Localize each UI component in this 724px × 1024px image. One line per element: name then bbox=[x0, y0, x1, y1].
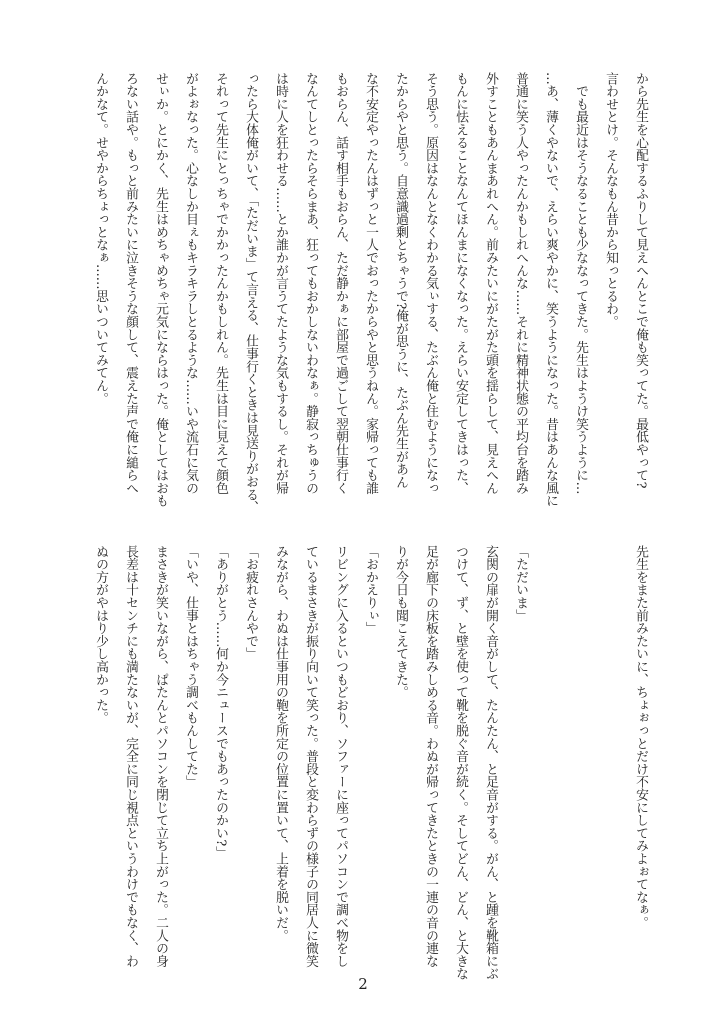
text-line: 「ただいま」 bbox=[513, 545, 528, 622]
page-number: 2 bbox=[358, 975, 368, 993]
text-line: りが今日も聞こえてきた。 bbox=[393, 545, 408, 699]
text-line: そう思う。原因はなんとなくわかる気ぃする、たぶん俺と住むようになっ bbox=[423, 72, 438, 495]
text-line: ぬの方がやはり少し高かった。 bbox=[93, 545, 108, 725]
text-line: んかなて。せやからちょっとなぁ……思いついてみてん。 bbox=[93, 72, 108, 405]
text-line: なんてしとったらそらまあ、狂ってもおかしないわなぁ。静寂っちゅうの bbox=[303, 72, 318, 495]
text-line: それって先生にとっちゃでかかったんかもしれん。先生は目に見えて顔色 bbox=[213, 72, 228, 495]
text-line: 外すこともあんまあれへん。前みたいにがたがた頭を揺らして、見えへん bbox=[483, 72, 498, 495]
text-line: 先生をまた前みたいに、ちょぉっとだけ不安にしてみよぉてなぁ。 bbox=[633, 545, 648, 929]
text-line: リビングに入るといつもどおり、ソファーに座ってパソコンで調べ物をし bbox=[333, 545, 348, 968]
text-line bbox=[535, 545, 565, 985]
text-line: もんに怯えることなんてほんまになくなった。えらい安定してきはった、 bbox=[453, 72, 468, 495]
text-line: 「お疲れさんやで」 bbox=[243, 545, 258, 661]
text-line: まさきが笑いながら、ぱたんとパソコンを閉じて立ち上がった。二人の身 bbox=[153, 545, 168, 968]
lower-text-block bbox=[85, 545, 655, 985]
text-line: から先生を心配するふりして見えへんとこで俺も笑ってた。最低やって? bbox=[633, 72, 648, 489]
text-line: ったら大体俺がいて、「ただいま」て言える、仕事行くときは見送りがおる、 bbox=[243, 72, 258, 514]
text-line: 玄関の扉が開く音がして、たんたん、と足音がする。がん、と踵を靴箱にぶ bbox=[483, 545, 498, 981]
text-line: は時に人を狂わせる……とか誰かが言うてたような気もするし。それが帰 bbox=[273, 72, 288, 495]
text-line: もおらん、話す相手もおらん、ただ静かぁに部屋で過ごして翌朝仕事行く bbox=[333, 72, 348, 495]
text-line bbox=[595, 545, 625, 985]
text-line: せぃか。とにかく、先生はめちゃめちゃ元気にならはった。俺としてはおも bbox=[153, 72, 168, 508]
text-line bbox=[565, 545, 595, 985]
text-line: みながら、わぬは仕事用の鞄を所定の位置に置いて、上着を脱いだ。 bbox=[273, 545, 288, 942]
text-line: 長差は十センチにも満たないが、完全に同じ視点というわけでもなく、わ bbox=[123, 545, 138, 968]
text-line: な不安定やったんはずっと一人でおったからやと思うねん。家帰っても誰 bbox=[363, 72, 378, 495]
text-line: 「おかえりぃ」 bbox=[363, 545, 378, 635]
text-line: ているまさきが振り向いて笑った。普段と変わらずの様子の同居人に微笑 bbox=[303, 545, 318, 968]
text-line: でも最近はそうなることも少ななってきた。先生はようけ笑うように… bbox=[573, 72, 588, 495]
text-line: 足が廊下の床板を踏みしめる音。わぬが帰ってきたときの一連の音の連な bbox=[423, 545, 438, 968]
text-line: つけて、ず、と壁を使って靴を脱ぐ音が続く。そしてどん、どん、と大きな bbox=[453, 545, 468, 981]
text-line: 普通に笑う人やったんかもしれへんな……それに精神状態の平均台を踏み bbox=[513, 72, 528, 495]
text-line: がよぉなった。心なしか目ぇもキラキラしとるような……いや流石に気の bbox=[183, 72, 198, 495]
text-line: 言わせとけ。そんなもん昔から知っとるわ。 bbox=[603, 72, 618, 328]
upper-text-block bbox=[85, 72, 655, 512]
text-line: ろない話や。もっと前みたいに泣きそうな顔して、震えた声で俺に縋らへ bbox=[123, 72, 138, 495]
text-line: …あ、薄くやないで、えらい爽やかに、笑うようになった。昔はあんな風に bbox=[543, 72, 558, 508]
text-line: 「ありがとう……何か今ニュースでもあったのかい?」 bbox=[213, 545, 228, 860]
text-line: たからやと思う。自意識過剰とちゃうで?俺が思うに、たぶん先生があん bbox=[393, 72, 408, 489]
text-line: 「いや、仕事とはちゃう調べもんしてた」 bbox=[183, 545, 198, 789]
